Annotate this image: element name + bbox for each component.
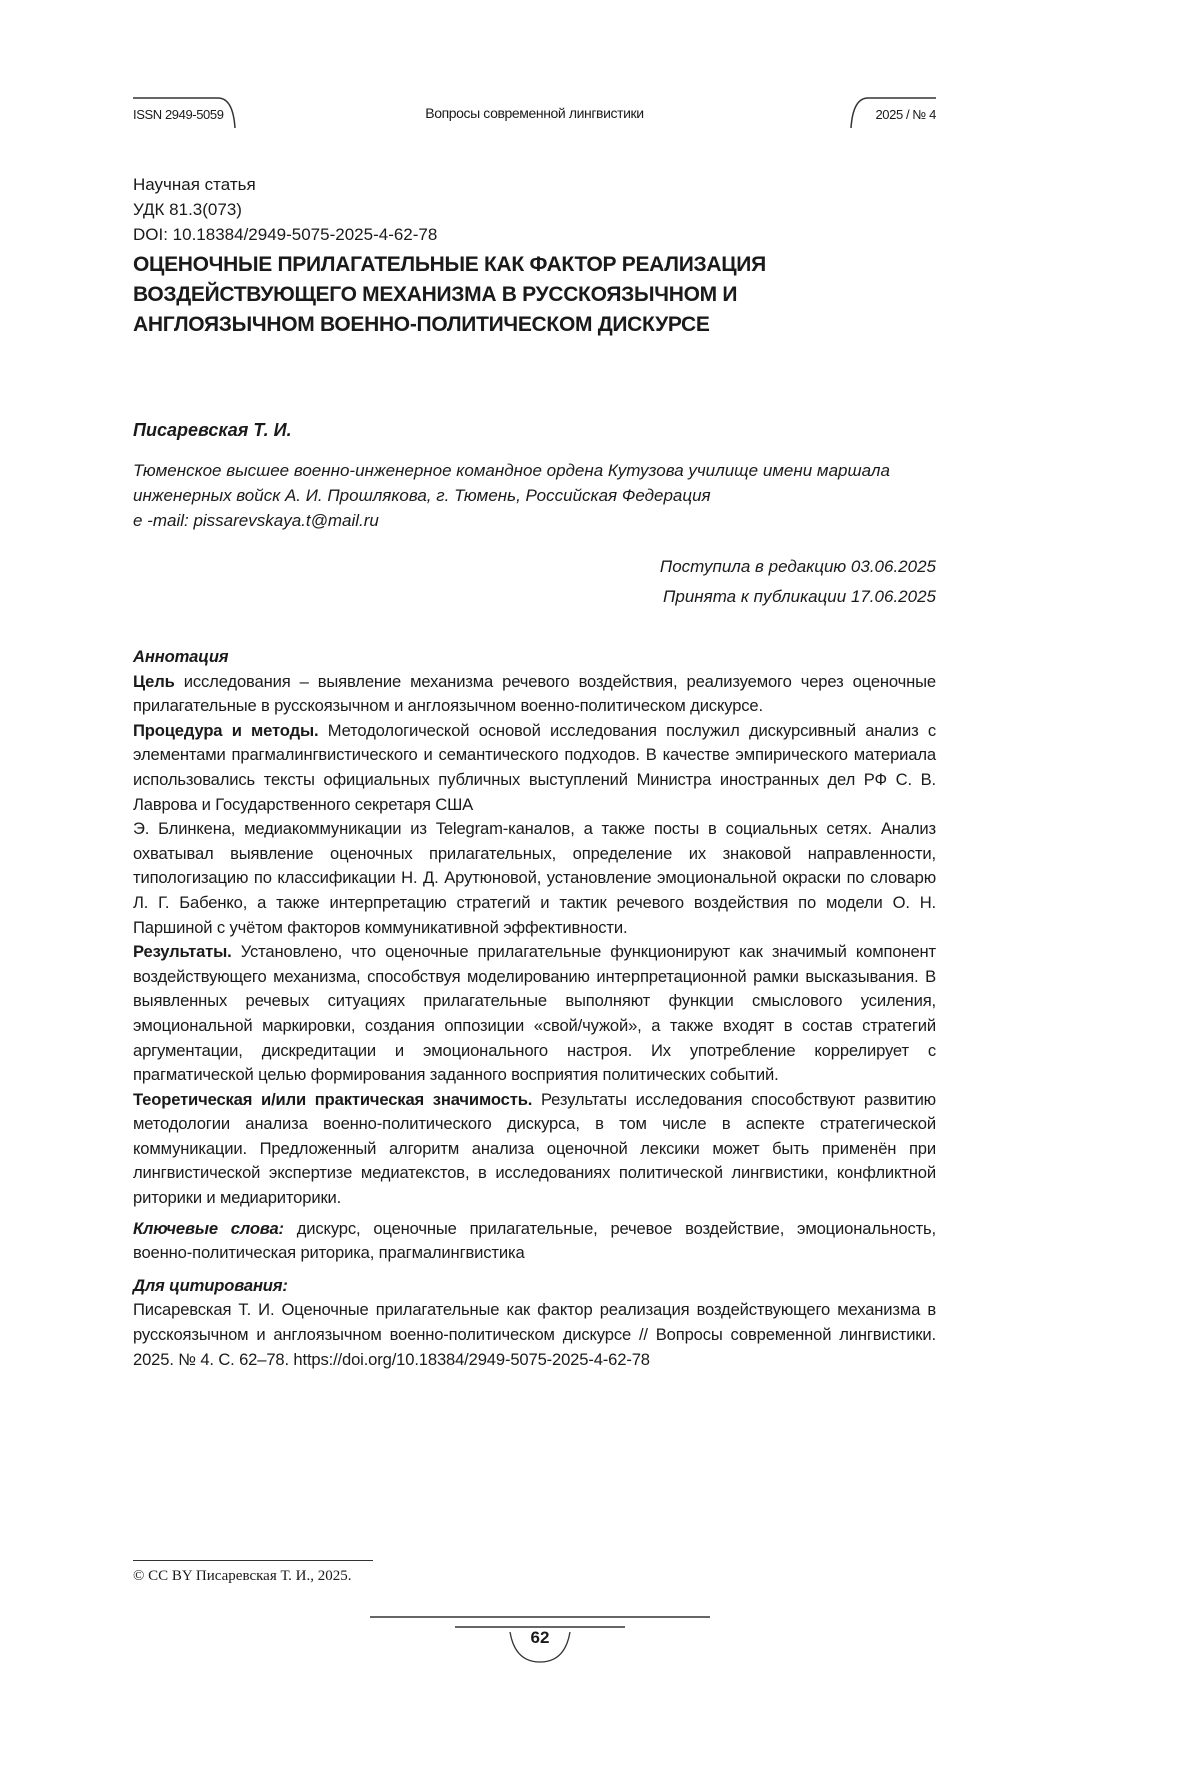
affiliation: Тюменское высшее военно-инженерное командное ордена Кутузова училище имени маршала инженерных войск А. И. Прошлякова, г. Тюмень, Российская Федерация [133, 458, 938, 508]
article-title [133, 250, 953, 340]
copyright-footnote: © CC BY Писаревская Т. И., 2025. [133, 1568, 351, 1585]
label: Результаты. [133, 942, 232, 961]
accepted-date: Принята к публикации 17.06.2025 [660, 582, 936, 612]
issn: ISSN 2949-5059 [133, 107, 224, 122]
title-line: АНГЛОЯЗЫЧНОМ ВОЕННО-ПОЛИТИЧЕСКОМ ДИСКУРСЕ [133, 310, 953, 340]
text: Методологической основой исследования послужил дискурсивный анализ с элементами прагмалингвистического и семантического подходов. В качестве эмпирического материала использовались тексты официальных публичных выступлений Министра иностранных дел РФ С. В. Лаврова и Государственного секретаря США [133, 721, 936, 814]
label: Теоретическая и/или практическая значимость. [133, 1090, 532, 1109]
issue-number: 2025 / № 4 [875, 107, 936, 122]
abstract-heading: Аннотация [133, 645, 936, 670]
running-header [133, 88, 936, 128]
page-number: 62 [370, 1628, 710, 1648]
keywords [133, 1217, 936, 1266]
title-line: ВОЗДЕЙСТВУЮЩЕГО МЕХАНИЗМА В РУССКОЯЗЫЧНОМ И [133, 280, 953, 310]
text: дискурс, оценочные прилагательные, речевое воздействие, эмоциональность, военно-политическая риторика, прагмалингвистика [133, 1219, 936, 1263]
abstract-methods-cont: Э. Блинкена, медиакоммуникации из Telegram-каналов, а также посты в социальных сетях. Анализ охватывал выявление оценочных прилагательных, определение их знаковой направленности, типологизацию по классификации Н. Д. Арутюновой, установление эмоциональной окраски по словарю Л. Г. Бабенко, а также интерпретацию стратегий и тактик речевого воздействия по модели О. Н. Паршиной с учётом факторов коммуникативной эффективности. [133, 817, 936, 940]
title-line: ОЦЕНОЧНЫЕ ПРИЛАГАТЕЛЬНЫЕ КАК ФАКТОР РЕАЛИЗАЦИЯ [133, 250, 953, 280]
abstract-methods [133, 719, 936, 817]
text: Результаты исследования способствуют развитию методологии анализа военно-политического дискурса, в том числе в аспекте стратегической коммуникации. Предложенный алгоритм анализа оценочной лексики может быть применён при лингвистической экспертизе медиатекстов, в исследованиях политической лингвистики, конфликтной риторики и медиариторики. [133, 1090, 936, 1207]
author: Писаревская Т. И. [133, 420, 292, 441]
label: Цель [133, 672, 175, 691]
label: Процедура и методы. [133, 721, 318, 740]
citation-text: Писаревская Т. И. Оценочные прилагательные как фактор реализация воздействующего механизма в русскоязычном и англоязычном военно-политическом дискурсе // Вопросы современной лингвистики. 2025. № 4. С. 62–78. https://doi.org/10.18384/2949-5075-2025-4-62-78 [133, 1298, 936, 1372]
article-meta [133, 172, 437, 247]
label: Ключевые слова: [133, 1219, 284, 1238]
udk: УДК 81.3(073) [133, 197, 437, 222]
dates [660, 552, 936, 612]
footnote-divider [133, 1560, 373, 1561]
journal-title: Вопросы современной лингвистики [133, 105, 936, 121]
text: исследования – выявление механизма речевого воздействия, реализуемого через оценочные прилагательные в русскоязычном и англоязычном военно-политическом дискурсе. [133, 672, 936, 716]
doi: DOI: 10.18384/2949-5075-2025-4-62-78 [133, 222, 437, 247]
email[interactable]: e -mail: pissarevskaya.t@mail.ru [133, 508, 938, 533]
article-type: Научная статья [133, 172, 437, 197]
abstract [133, 645, 936, 1372]
abstract-goal [133, 670, 936, 719]
citation-heading: Для цитирования: [133, 1274, 936, 1299]
received-date: Поступила в редакцию 03.06.2025 [660, 552, 936, 582]
abstract-significance [133, 1088, 936, 1211]
page-footer [370, 1616, 710, 1676]
text: Установлено, что оценочные прилагательные функционируют как значимый компонент воздействующего механизма, способствуя моделированию интерпретационной рамки высказывания. В выявленных речевых ситуациях прилагательные выполняют функции смыслового усиления, эмоциональной маркировки, создания оппозиции «свой/чужой», а также входят в состав стратегий аргументации, дискредитации и эмоционального настроя. Их употребление коррелирует с прагматической целью формирования заданного восприятия политических событий. [133, 942, 936, 1084]
abstract-results [133, 940, 936, 1088]
affiliation-block [133, 458, 938, 533]
